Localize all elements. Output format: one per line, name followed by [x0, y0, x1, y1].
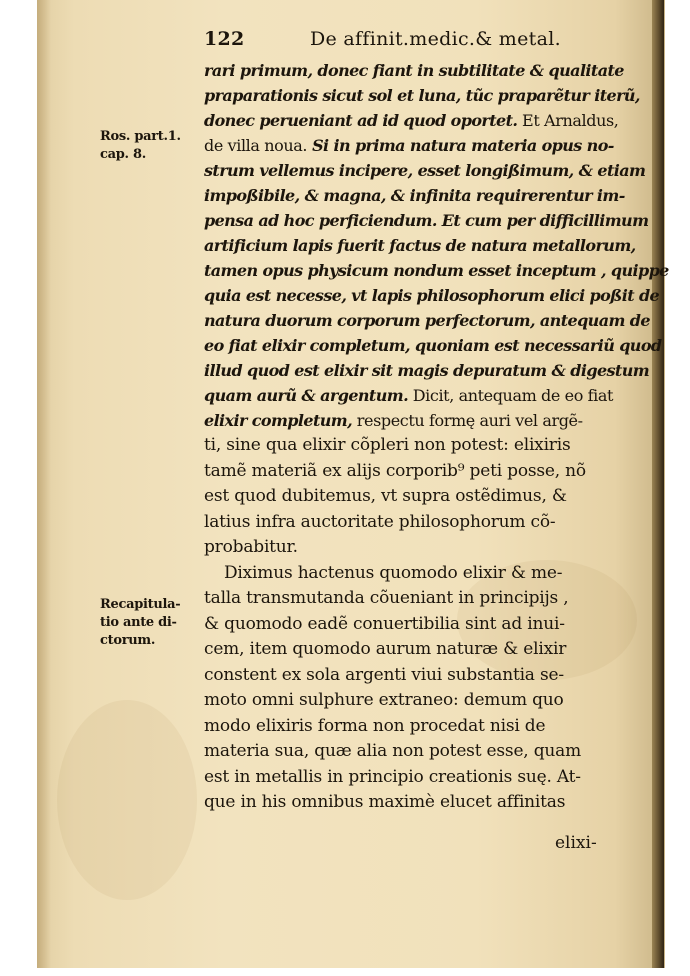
text-line — [160, 258, 669, 283]
text-line — [160, 484, 630, 510]
text-line — [160, 233, 636, 258]
text-line — [160, 510, 630, 536]
italic-segment: strum vellemus incipere, esset longißimum, & etiam — [204, 161, 646, 180]
text-line — [160, 333, 662, 358]
italic-segment: artificium lapis fuerit factus de natura metallorum, — [204, 236, 636, 255]
italic-segment: Si in prima natura materia opus no- — [307, 136, 614, 155]
italic-segment: quam aurũ & argentum. — [204, 386, 409, 405]
margin-note-line: tio ante di- — [100, 615, 177, 630]
italic-segment: rari primum, donec fiant in subtilitate & qualitate — [204, 61, 624, 80]
margin-note-line: ctorum. — [100, 633, 156, 648]
text-line — [160, 308, 650, 333]
text-line: materia sua, quæ alia non potest esse, quam — [204, 741, 581, 761]
text-line — [160, 433, 630, 459]
paragraph-2 — [160, 561, 630, 816]
roman-segment: respectu formę auri vel argẽ- — [352, 411, 583, 430]
roman-segment: probabitur. — [204, 537, 298, 557]
text-line: Diximus hactenus quomodo elixir & me- — [224, 562, 563, 583]
text-line — [160, 283, 660, 308]
roman-segment: latius infra auctoritate philosophorum cõ- — [204, 511, 556, 532]
text-line: que in his omnibus maximè elucet affinitas — [204, 792, 566, 812]
text-line: talla transmutanda cõueniant in principijs , — [204, 588, 569, 608]
text-block — [160, 24, 669, 816]
text-line — [160, 83, 640, 108]
italic-segment: natura duorum corporum perfectorum, antequam de — [204, 311, 650, 330]
italic-segment: tamen opus physicum nondum esset inceptum , quippe — [204, 261, 669, 280]
italic-segment: impoßibile, & magna, & infinita requirerentur im- — [204, 186, 625, 205]
text-line: cem, item quomodo aurum naturæ & elixir — [204, 639, 567, 659]
page-edge-shadow — [652, 0, 664, 968]
italic-segment: eo fiat elixir completum, quoniam est necessariũ quod — [204, 336, 662, 355]
text-line — [160, 133, 630, 158]
roman-segment: ti, sine qua elixir cõpleri non potest: elixiris — [204, 435, 571, 455]
roman-segment: Et Arnaldus, — [517, 111, 619, 130]
roman-segment: Dicit, antequam de eo fiat — [408, 386, 614, 405]
paragraph-1 — [160, 58, 669, 561]
text-line — [160, 183, 630, 208]
text-line — [160, 383, 630, 408]
italic-segment: elixir completum, — [204, 411, 353, 430]
text-line: modo elixiris forma non procedat nisi de — [204, 715, 546, 736]
text-line — [160, 408, 630, 433]
text-line — [160, 459, 630, 485]
running-title: De affinit.medic.& metal. — [310, 28, 561, 50]
italic-segment: pensa ad hoc perficiendum. Et cum per difficillimum — [204, 211, 649, 230]
text-line: & quomodo eadẽ conuertibilia sint ad inui- — [204, 613, 565, 634]
roman-segment: est quod dubitemus, vt supra ostẽdimus, & — [204, 486, 567, 506]
text-line — [160, 358, 650, 383]
text-line — [160, 58, 630, 83]
text-line: est in metallis in principio creationis suę. At- — [204, 766, 581, 787]
italic-segment: quia est necesse, vt lapis philosophorum elici poßit de — [204, 286, 660, 305]
text-line — [160, 108, 630, 133]
text-line — [160, 535, 630, 561]
margin-note-line: cap. 8. — [100, 147, 146, 162]
text-line: moto omni sulphure extraneo: demum quo — [204, 690, 564, 710]
roman-segment: tamẽ materiã ex alijs corporib⁹ peti posse, nõ — [204, 460, 586, 481]
page-gutter-shadow — [37, 0, 51, 968]
roman-segment: de villa noua. — [204, 136, 308, 155]
italic-segment: illud quod est elixir sit magis depuratum & digestum — [204, 361, 650, 380]
text-line — [160, 158, 646, 183]
margin-note-line: Ros. part.1. — [100, 129, 181, 144]
italic-segment: donec perueniant ad id quod oportet. — [204, 111, 518, 130]
text-line — [160, 208, 649, 233]
italic-segment: praparationis sicut sol et luna, tũc praparẽtur iterũ, — [204, 86, 640, 105]
text-line: constent ex sola argenti viui substantia se- — [204, 664, 564, 685]
page-header — [160, 24, 630, 58]
catchword: elixi- — [555, 833, 597, 853]
margin-note-line: Recapitula- — [100, 597, 181, 612]
folio-number: 122 — [204, 28, 245, 50]
